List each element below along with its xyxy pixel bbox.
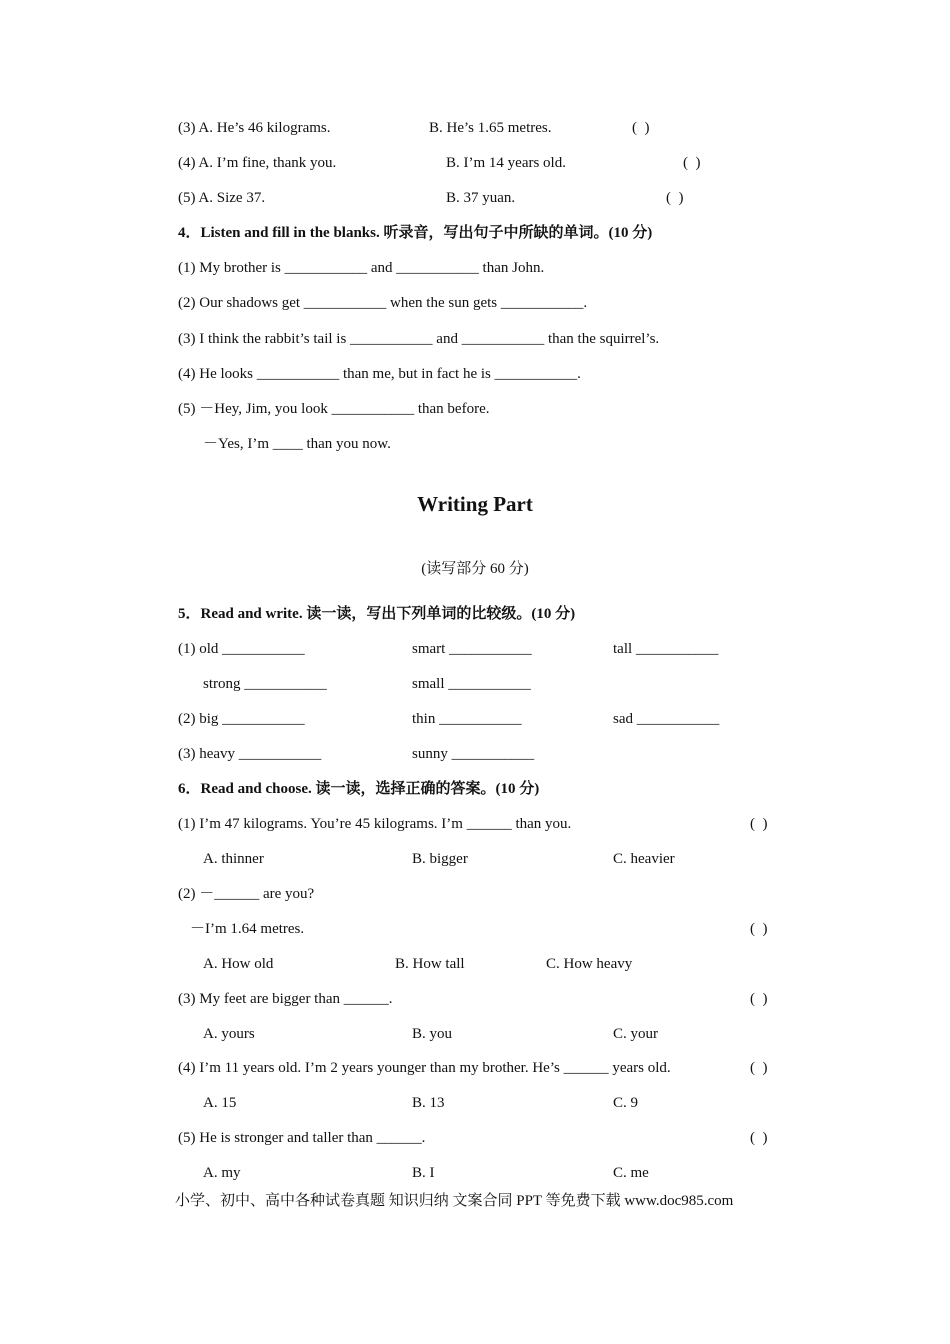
s6-q3-option-b: B. you [412,1026,453,1042]
s5-row3-col1: (2) big ___________ [178,711,305,727]
s6-q1-option-b: B. bigger [412,851,468,867]
s6-q2-option-a: A. How old [203,956,274,972]
s5-row1-col3: tall ___________ [613,641,719,657]
s4-item-5-reply: －Yes, I’m ____ than you now. [203,436,391,452]
s6-q4-option-b: B. 13 [412,1095,445,1111]
s5-row3-col3: sad ___________ [613,711,720,727]
s6-q3-answer-bracket[interactable]: ( ) [750,991,768,1007]
s3-q4-answer-bracket[interactable]: ( ) [683,155,701,171]
s6-q5-stem: (5) He is stronger and taller than ______. [178,1130,426,1146]
page-footer: 小学、初中、高中各种试卷真题 知识归纳 文案合同 PPT 等免费下载 www.doc985.com [175,1193,734,1209]
s3-q3-option-b: B. He’s 1.65 metres. [429,120,552,136]
s5-row2-col2: small ___________ [412,676,531,692]
s6-q4-option-a: A. 15 [203,1095,237,1111]
s4-item-1: (1) My brother is ___________ and ___________ than John. [178,260,545,276]
writing-part-title: Writing Part [417,492,533,516]
section6-heading: 6．Read and choose. 读一读，选择正确的答案。(10 分) [178,781,540,797]
section4-heading: 4．Listen and fill in the blanks. 听录音，写出句子中所缺的单词。(10 分) [178,225,653,241]
s4-item-4: (4) He looks ___________ than me, but in fact he is ___________. [178,366,581,382]
s6-q5-answer-bracket[interactable]: ( ) [750,1130,768,1146]
s4-item-3: (3) I think the rabbit’s tail is ___________ and ___________ than the squirrel’s. [178,331,660,347]
s6-q1-option-c: C. heavier [613,851,675,867]
s6-q1-answer-bracket[interactable]: ( ) [750,816,768,832]
s6-q4-answer-bracket[interactable]: ( ) [750,1060,768,1076]
s5-row3-col2: thin ___________ [412,711,522,727]
s5-row1-col2: smart ___________ [412,641,532,657]
s6-q1-stem: (1) I’m 47 kilograms. You’re 45 kilograms. I’m ______ than you. [178,816,572,832]
s3-q5-option-b: B. 37 yuan. [446,190,516,206]
s4-item-5: (5) －Hey, Jim, you look ___________ than before. [178,401,490,417]
s3-q5-option-a: (5) A. Size 37. [178,190,266,206]
s3-q3-option-a: (3) A. He’s 46 kilograms. [178,120,331,136]
s6-q5-option-b: B. I [412,1165,435,1181]
s4-item-2: (2) Our shadows get ___________ when the sun gets ___________. [178,295,588,311]
s3-q5-answer-bracket[interactable]: ( ) [666,190,684,206]
s5-row4-col2: sunny ___________ [412,746,535,762]
s6-q2-stem: (2) －______ are you? [178,886,315,902]
s6-q3-option-c: C. your [613,1026,658,1042]
s5-row1-col1: (1) old ___________ [178,641,305,657]
s6-q2-option-b: B. How tall [395,956,465,972]
s3-q4-option-a: (4) A. I’m fine, thank you. [178,155,337,171]
s6-q2-answer-bracket[interactable]: ( ) [750,921,768,937]
s5-row2-col1: strong ___________ [203,676,327,692]
writing-part-subtitle: (读写部分 60 分) [421,561,529,577]
section5-heading: 5．Read and write. 读一读，写出下列单词的比较级。(10 分) [178,606,576,622]
s6-q4-stem: (4) I’m 11 years old. I’m 2 years younger than my brother. He’s ______ years old. [178,1060,671,1076]
s6-q5-option-a: A. my [203,1165,241,1181]
s6-q2-option-c: C. How heavy [546,956,633,972]
s6-q4-option-c: C. 9 [613,1095,639,1111]
s5-row4-col1: (3) heavy ___________ [178,746,322,762]
s3-q4-option-b: B. I’m 14 years old. [446,155,566,171]
s6-q5-option-c: C. me [613,1165,649,1181]
s3-q3-answer-bracket[interactable]: ( ) [632,120,650,136]
s6-q3-stem: (3) My feet are bigger than ______. [178,991,393,1007]
s6-q3-option-a: A. yours [203,1026,255,1042]
s6-q1-option-a: A. thinner [203,851,264,867]
s6-q2-stem-reply: －I’m 1.64 metres. [190,921,305,937]
